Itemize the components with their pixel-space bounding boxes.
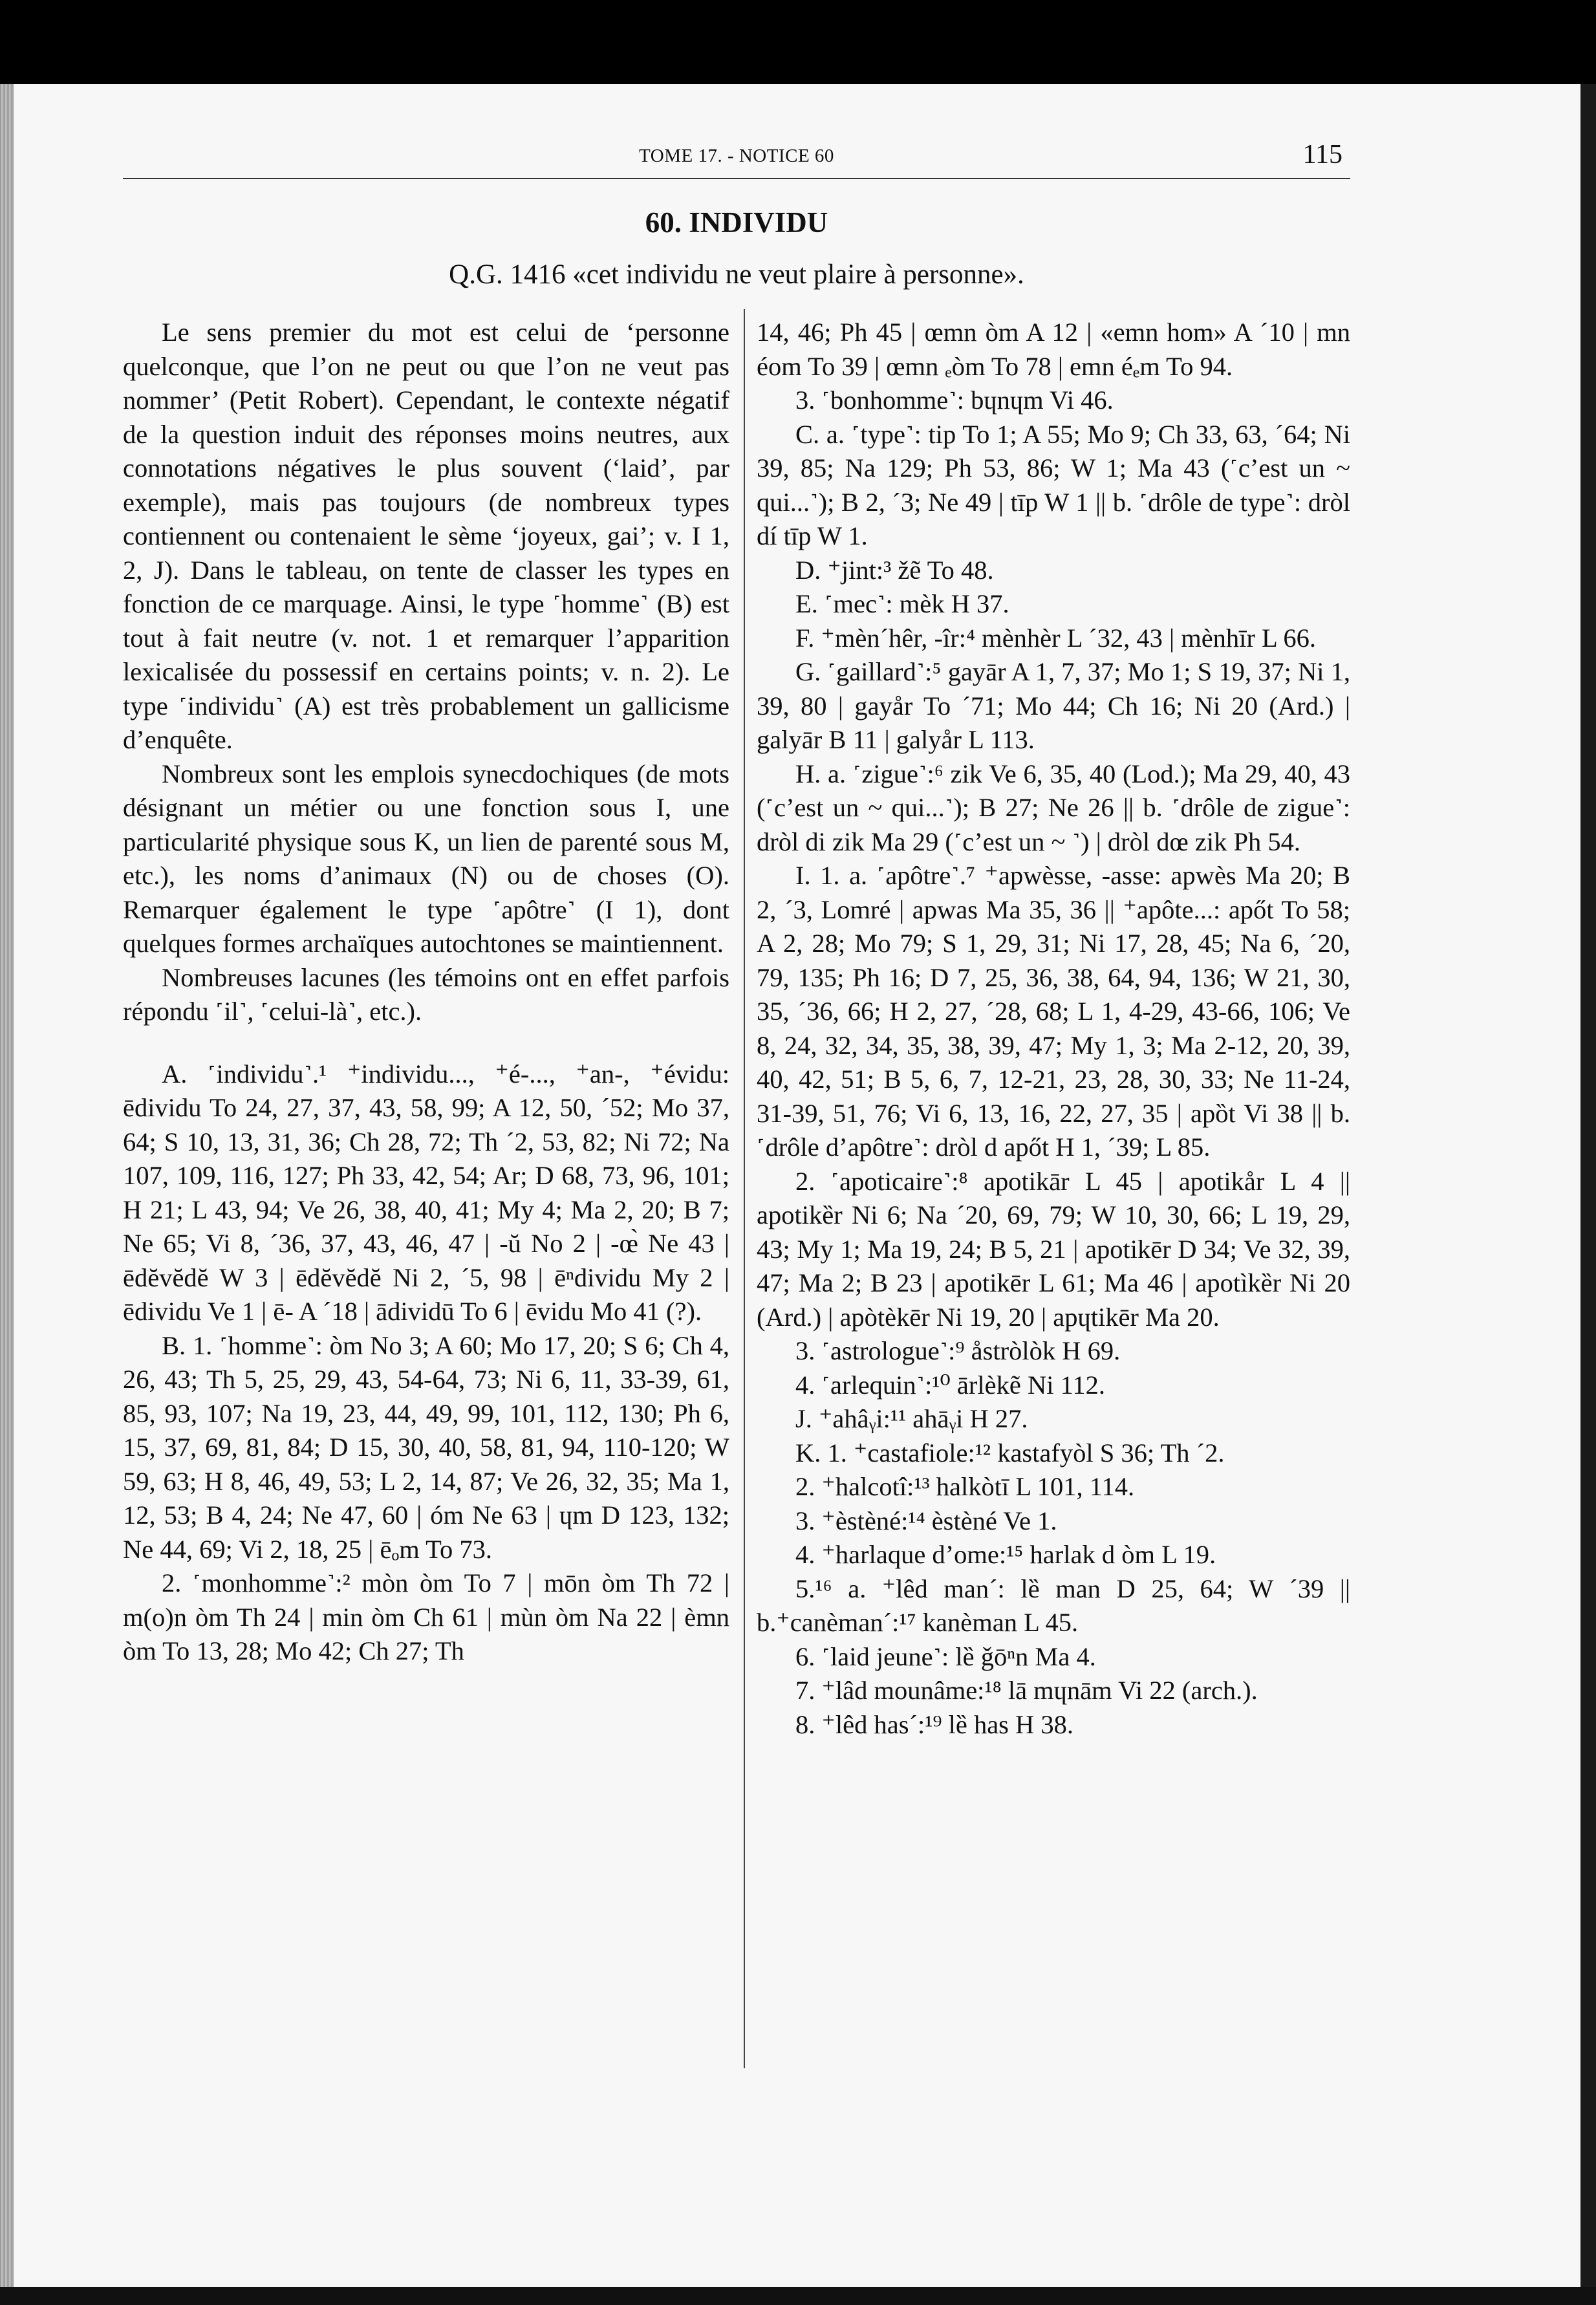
- entry-h-zigue: H. a. ˹zigue˺:⁶ zik Ve 6, 35, 40 (Lod.); Ma 29, 40, 43 (˹c’est un ~ qui...˺); B 27; Ne 26 || b. ˹drôle de zigue˺: dròl di zik Ma 29 (˹c’est un ~ ˺) | dròl dœ zik Ph 54.: [757, 759, 1350, 856]
- entry-k7-lad-mounane: 7. ⁺lâd mounâme:¹⁸ lā mɥnām Vi 22 (arch.).: [795, 1676, 1258, 1705]
- entry-k3-estene: 3. ⁺èstèné:¹⁴ èstèné Ve 1.: [795, 1506, 1057, 1535]
- entry-b3-bonhomme: 3. ˹bonhomme˺: bɥnɥm Vi 46.: [795, 385, 1114, 415]
- right-column: [757, 316, 1350, 1742]
- lacunae-paragraph: Nombreuses lacunes (les témoins ont en effet parfois répondu ˹il˺, ˹celui-là˺, etc.).: [123, 962, 729, 1026]
- scan-bottom-border: [0, 2287, 1596, 2305]
- entry-g-gaillard: G. ˹gaillard˺:⁵ gayār A 1, 7, 37; Mo 1; S 19, 37; Ni 1, 39, 80 | gayår To ´71; Mo 44; Ch 16; Ni 20 (Ard.) | galyār B 11 | galyår L 113.: [757, 657, 1350, 754]
- entry-f-menher: F. ⁺mèn´hêr, -îr:⁴ mènhèr L ´32, 43 | mènhīr L 66.: [795, 623, 1317, 653]
- entry-b2-monhomme: 2. ˹monhomme˺:² mòn òm To 7 | mōn òm Th 72 | m(o)n òm Th 24 | min òm Ch 61 | mùn òm Na 22 | èmn òm To 13, 28; Mo 42; Ch 27; Th: [123, 1568, 729, 1665]
- entry-j-ahai: J. ⁺ahâᵧi:¹¹ ahāᵧi H 27.: [795, 1404, 1028, 1433]
- entry-k4-harlaque: 4. ⁺harlaque d’ome:¹⁵ harlak d òm L 19.: [795, 1540, 1216, 1569]
- running-header: [123, 139, 1350, 179]
- page-number: 115: [1302, 140, 1343, 169]
- entry-b2-continued: 14, 46; Ph 45 | œmn òm A 12 | «emn hom» A ´10 | mn éom To 39 | œmn ₑòm To 78 | emn éₑm To 94.: [757, 318, 1350, 381]
- column-divider: [744, 309, 745, 2068]
- entry-k5-led-man: 5.¹⁶ a. ⁺lêd man´: lȅ man D 25, 64; W ´39 || b.⁺canèman´:¹⁷ kanèman L 45.: [757, 1574, 1350, 1637]
- entry-d-jint: D. ⁺jint:³ žẽ To 48.: [795, 555, 994, 585]
- entry-e-mec: E. ˹mec˺: mèk H 37.: [795, 589, 1009, 618]
- synecdoche-paragraph: Nombreux sont les emplois synecdochiques (de mots désignant un métier ou une fonction sous I, une particularité physique sous K, un lien de parenté sous M, etc.), les noms d’animaux (N) ou de choses (O). Remarquer également le type ˹apôtre˺ (I 1), dont quelques formes archaïques autochtones se maintiennent.: [123, 759, 729, 958]
- entry-k6-laid-jeune: 6. ˹laid jeune˺: lȅ ǧōⁿn Ma 4.: [795, 1641, 1096, 1671]
- entry-k1-castafiole: K. 1. ⁺castafiole:¹² kastafyòl S 36; Th ´2.: [795, 1438, 1225, 1467]
- scan-right-edge: [1580, 84, 1596, 2305]
- notice-title: 60. INDIVIDU: [645, 206, 828, 239]
- entry-i4-arlequin: 4. ˹arlequin˺:¹⁰ ārlèkẽ Ni 112.: [795, 1370, 1105, 1400]
- entry-i3-astrologue: 3. ˹astrologue˺:⁹ åstròlòk H 69.: [795, 1336, 1121, 1365]
- entry-k2-halcoti: 2. ⁺halcotî:¹³ halkòtī L 101, 114.: [795, 1472, 1135, 1501]
- entry-b1-homme: B. 1. ˹homme˺: òm No 3; A 60; Mo 17, 20; S 6; Ch 4, 26, 43; Th 5, 25, 29, 43, 54-64, 73; Ni 6, 11, 33-39, 61, 85, 93, 107; Na 19, 23, 44, 49, 99, 101, 112, 130; Ph 6, 15, 37, 69, 81, 84; D 15, 30, 40, 58, 81, 94, 110-120; W 59, 63; H 8, 46, 49, 53; L 2, 14, 87; Ve 26, 32, 35; Ma 1, 12, 53; B 4, 24; Ne 47, 60 | óm Ne 63 | ɥm D 123, 132; Ne 44, 69; Vi 2, 18, 25 | ēₒm To 73.: [123, 1330, 729, 1564]
- running-title: TOME 17. - NOTICE 60: [639, 146, 834, 166]
- entry-a-individu: A. ˹individu˺.¹ ⁺individu..., ⁺é-..., ⁺an-, ⁺évidu: ēdividu To 24, 27, 37, 43, 58, 99; A 12, 50, ´52; Mo 37, 64; S 10, 13, 31, 36; Ch 28, 72; Th ´2, 53, 82; Ni 72; Na 107, 109, 116, 127; Ph 33, 42, 54; Ar; D 68, 73, 96, 101; H 21; L 43, 94; Ve 26, 38, 40, 41; My 4; Ma 2, 20; B 7; Ne 65; Vi 8, ´36, 37, 43, 46, 47 | -ŭ No 2 | -œ̀ Ne 43 | ēdĕvĕdĕ W 3 | ēdĕvĕdĕ Ni 2, ´5, 98 | ēⁿdividu My 2 | ēdividu Ve 1 | ē- A ´18 | ādividū To 6 | ēvidu Mo 41 (?).: [123, 1059, 729, 1326]
- entry-i2-apoticaire: 2. ˹apoticaire˺:⁸ apotikār L 45 | apotikår L 4 || apotikȅr Ni 6; Na ´20, 69, 79; W 10, 30, 66; L 19, 29, 43; My 1; Ma 19, 24; B 5, 21 | apotikēr D 34; Ve 32, 39, 47; Ma 2; B 23 | apotikēr L 61; Ma 46 | apotìkȅr Ni 20 (Ard.) | apòtèkēr Ni 19, 20 | apɥtikēr Ma 20.: [757, 1166, 1350, 1332]
- scan-top-border: [0, 0, 1596, 84]
- entry-i1-apotre: I. 1. a. ˹apôtre˺.⁷ ⁺apwèsse, -asse: apwès Ma 20; B 2, ´3, Lomré | apwas Ma 35, 36 || ⁺apôte...: apőt To 58; A 2, 28; Mo 79; S 1, 29, 31; Ni 17, 28, 45; Na 6, ´20, 79, 135; Ph 16; D 7, 25, 36, 38, 64, 94, 136; W 21, 30, 35, ´36, 66; H 2, 27, ´28, 68; L 1, 4-29, 43-66, 106; Ve 8, 24, 32, 34, 35, 38, 39, 47; My 1, 3; Ma 2-12, 20, 39, 40, 42, 51; B 5, 6, 7, 12-21, 23, 28, 30, 33; Ne 11-24, 31-39, 51, 76; Vi 6, 13, 16, 22, 27, 35 | apȍt Vi 38 || b. ˹drôle d’apôtre˺: dròl d apőt H 1, ´39; L 85.: [757, 861, 1350, 1162]
- entry-k8-led-has: 8. ⁺lêd has´:¹⁹ lȅ has H 38.: [795, 1709, 1074, 1739]
- intro-paragraph: Le sens premier du mot est celui de ‘personne quelconque, que l’on ne peut ou que l’on ne veut pas nommer’ (Petit Robert). Cependant, le contexte négatif de la question induit des réponses moins neutres, aux connotations négatives le plus souvent (‘laid’, par exemple), mais pas toujours (de nombreux types contiennent ou contenaient le sème ‘joyeux, gai’; v. I 1, 2, J). Dans le tableau, on tente de classer les types en fonction de ce marquage. Ainsi, le type ˹homme˺ (B) est tout à fait neutre (v. not. 1 et remarquer l’apparition lexicalisée du possessif en certains points; v. n. 2). Le type ˹individu˺ (A) est très probablement un gallicisme d’enquête.: [123, 318, 729, 754]
- left-column: [123, 316, 729, 1669]
- notice-question: Q.G. 1416 «cet individu ne veut plaire à personne».: [449, 259, 1024, 290]
- entry-c-type: C. a. ˹type˺: tip To 1; A 55; Mo 9; Ch 33, 63, ´64; Ni 39, 85; Na 129; Ph 53, 86; W 1; Ma 43 (˹c’est un ~ qui...˺); B 2, ´3; Ne 49 | tīp W 1 || b. ˹drôle de type˺: dròl dí tīp W 1.: [757, 419, 1350, 550]
- scan-left-edge: [0, 84, 14, 2305]
